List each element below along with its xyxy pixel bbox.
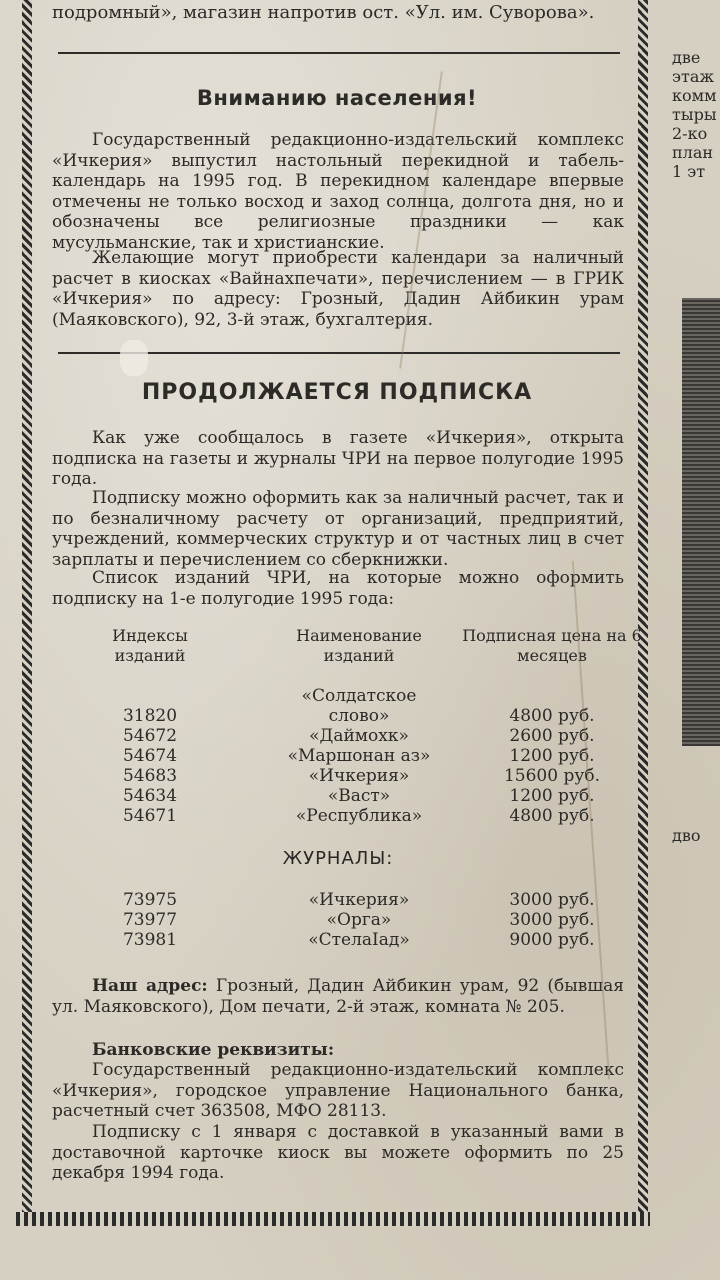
publication-name: «Солдатское слово» <box>301 686 417 726</box>
column-header-name: Наименование изданий <box>296 626 422 665</box>
table-row <box>52 806 624 826</box>
publication-name: «Васт» <box>327 786 391 806</box>
notice-paragraph-2: Желающие могут приобрести календари за наличный расчет в киосках «Вайнахпечати», перечислением — в ГРИК «Ичкерия» по адресу: Грозный, Дадин Айбикин урам (Маяковского), 92, 3-й этаж, бухгалтерия. <box>52 248 624 330</box>
publication-index: 54674 <box>122 746 178 766</box>
table-row <box>52 786 624 806</box>
column-header-index: Индексы изданий <box>112 626 188 665</box>
border-frame-bottom <box>16 1212 650 1226</box>
subscription-paragraph-2: Подписку можно оформить как за наличный расчет, так и по безналичному расчету от организаций, предприятий, учреждений, коммерческих структур и от частных лиц в счет зарплаты и перечислением со сберкнижки. <box>52 488 624 570</box>
bank-details-paragraph: Государственный редакционно-издательский комплекс «Ичкерия», городское управление Национального банка, расчетный счет 363508, МФО 28113. <box>52 1060 624 1121</box>
publication-price: 15600 руб. <box>503 766 600 786</box>
bank-label: Банковские реквизиты: <box>92 1040 335 1060</box>
right-column-fragment: две этаж комм тыры 2-ко план 1 эт <box>672 48 717 181</box>
notice-paragraph-1: Государственный редакционно-издательский комплекс «Ичкерия» выпустил настольный перекидной и табель-календарь на 1995 год. В перекидном календаре впервые отмечены не только восход и заход солнца, долгота дня, но и обозначены все религиозные праздники — как мусульманские, так и христианские. <box>52 130 624 253</box>
publication-name: «Орга» <box>326 910 392 930</box>
publication-name: «Маршонан аз» <box>287 746 431 766</box>
publication-index: 73975 <box>122 890 178 910</box>
subscription-paragraph-1: Как уже сообщалось в газете «Ичкерия», открыта подписка на газеты и журналы ЧРИ на первое полугодие 1995 года. <box>52 428 624 489</box>
publication-price: 9000 руб. <box>509 930 595 950</box>
publication-name: «СтелаIад» <box>308 930 410 950</box>
journals-heading: ЖУРНАЛЫ: <box>282 848 394 869</box>
torn-spot <box>120 340 148 376</box>
notice-heading: Вниманию населения! <box>196 86 478 110</box>
publication-index: 73977 <box>122 910 178 930</box>
publication-index: 54683 <box>122 766 178 786</box>
publication-name: «Ичкерия» <box>308 766 410 786</box>
previous-article-tail: подромный», магазин напротив ост. «Ул. им. Суворова». <box>52 2 595 23</box>
publication-price: 3000 руб. <box>509 890 595 910</box>
publication-index: 31820 <box>122 706 178 726</box>
table-row <box>52 766 624 786</box>
column-header-price: Подписная цена на 6 месяцев <box>462 626 642 665</box>
table-row <box>52 930 624 950</box>
publication-price: 1200 руб. <box>509 746 595 766</box>
table-row <box>52 910 624 930</box>
table-row <box>52 890 624 910</box>
divider-rule <box>58 52 620 54</box>
table-row <box>52 726 624 746</box>
journals-table <box>52 890 624 960</box>
table-row <box>52 746 624 766</box>
publication-name: «Республика» <box>295 806 423 826</box>
address-paragraph <box>52 976 624 1017</box>
subscription-paragraph-3: Список изданий ЧРИ, на которые можно оформить подписку на 1-е полугодие 1995 года: <box>52 568 624 609</box>
publication-price: 4800 руб. <box>509 806 595 826</box>
right-column-fragment-lower: дво <box>672 826 701 845</box>
publication-name: «Даймохк» <box>309 726 409 746</box>
neighbouring-photo <box>682 298 720 746</box>
address-label: Наш адрес: <box>92 976 208 996</box>
table-row <box>52 686 624 726</box>
closing-paragraph: Подписку с 1 января с доставкой в указанный вами в доставочной карточке киоск вы можете оформить по 25 декабря 1994 года. <box>52 1122 624 1183</box>
bank-label-paragraph <box>52 1040 624 1061</box>
publication-price: 3000 руб. <box>509 910 595 930</box>
publication-index: 73981 <box>122 930 178 950</box>
address-text: Грозный, Дадин Айбикин урам, 92 (бывшая ул. Маяковского), Дом печати, 2-й этаж, комната № 205. <box>52 976 624 1017</box>
publication-index: 54672 <box>122 726 178 746</box>
subscription-heading: ПРОДОЛЖАЕТСЯ ПОДПИСКА <box>141 380 533 405</box>
publication-price: 4800 руб. <box>509 706 595 726</box>
publication-name: «Ичкерия» <box>308 890 410 910</box>
publication-index: 54634 <box>122 786 178 806</box>
publication-index: 54671 <box>122 806 178 826</box>
publication-price: 2600 руб. <box>509 726 595 746</box>
publication-price: 1200 руб. <box>509 786 595 806</box>
